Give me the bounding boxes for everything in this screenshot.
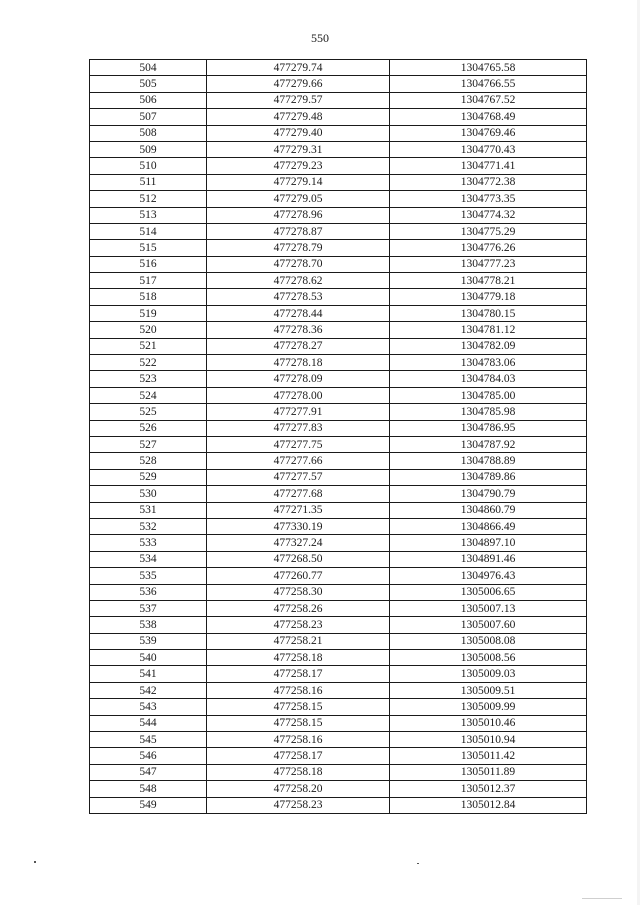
table-row	[90, 715, 587, 731]
x-coordinate-cell: 477258.18	[207, 650, 390, 666]
y-coordinate-cell: 1304785.98	[390, 404, 587, 420]
table-row	[90, 436, 587, 452]
y-coordinate-cell: 1304976.43	[390, 568, 587, 584]
x-coordinate-cell: 477258.15	[207, 699, 390, 715]
y-coordinate-cell: 1304774.32	[390, 207, 587, 223]
x-coordinate-cell: 477279.31	[207, 141, 390, 157]
point-number-cell: 511	[90, 174, 207, 190]
point-number-cell: 547	[90, 764, 207, 780]
table-row	[90, 338, 587, 354]
table-row	[90, 682, 587, 698]
x-coordinate-cell: 477258.26	[207, 600, 390, 616]
point-number-cell: 537	[90, 600, 207, 616]
point-number-cell: 519	[90, 305, 207, 321]
point-number-cell: 526	[90, 420, 207, 436]
y-coordinate-cell: 1304788.89	[390, 453, 587, 469]
point-number-cell: 534	[90, 551, 207, 567]
point-number-cell: 549	[90, 797, 207, 813]
table-row	[90, 125, 587, 141]
x-coordinate-cell: 477278.00	[207, 387, 390, 403]
x-coordinate-cell: 477279.23	[207, 158, 390, 174]
y-coordinate-cell: 1304768.49	[390, 109, 587, 125]
x-coordinate-cell: 477258.17	[207, 748, 390, 764]
y-coordinate-cell: 1304789.86	[390, 469, 587, 485]
y-coordinate-cell: 1305012.37	[390, 781, 587, 797]
y-coordinate-cell: 1305010.94	[390, 732, 587, 748]
table-row	[90, 109, 587, 125]
y-coordinate-cell: 1304778.21	[390, 273, 587, 289]
table-row	[90, 633, 587, 649]
point-number-cell: 525	[90, 404, 207, 420]
point-number-cell: 536	[90, 584, 207, 600]
point-number-cell: 541	[90, 666, 207, 682]
y-coordinate-cell: 1304771.41	[390, 158, 587, 174]
y-coordinate-cell: 1304866.49	[390, 518, 587, 534]
x-coordinate-cell: 477278.79	[207, 240, 390, 256]
point-number-cell: 514	[90, 223, 207, 239]
x-coordinate-cell: 477277.75	[207, 436, 390, 452]
x-coordinate-cell: 477278.87	[207, 223, 390, 239]
y-coordinate-cell: 1304891.46	[390, 551, 587, 567]
point-number-cell: 533	[90, 535, 207, 551]
point-number-cell: 535	[90, 568, 207, 584]
x-coordinate-cell: 477277.68	[207, 486, 390, 502]
table-row	[90, 551, 587, 567]
point-number-cell: 544	[90, 715, 207, 731]
table-row	[90, 371, 587, 387]
y-coordinate-cell: 1305009.99	[390, 699, 587, 715]
point-number-cell: 523	[90, 371, 207, 387]
table-row	[90, 60, 587, 76]
table-row	[90, 207, 587, 223]
scan-speck	[417, 863, 419, 864]
y-coordinate-cell: 1304769.46	[390, 125, 587, 141]
scan-edge-line	[582, 898, 622, 899]
coordinates-table-body	[90, 60, 587, 814]
x-coordinate-cell: 477277.57	[207, 469, 390, 485]
point-number-cell: 540	[90, 650, 207, 666]
x-coordinate-cell: 477278.27	[207, 338, 390, 354]
y-coordinate-cell: 1304785.00	[390, 387, 587, 403]
table-row	[90, 617, 587, 633]
table-row	[90, 191, 587, 207]
x-coordinate-cell: 477258.16	[207, 682, 390, 698]
point-number-cell: 517	[90, 273, 207, 289]
table-row	[90, 273, 587, 289]
table-row	[90, 764, 587, 780]
table-row	[90, 584, 587, 600]
table-row	[90, 453, 587, 469]
point-number-cell: 506	[90, 92, 207, 108]
table-row	[90, 469, 587, 485]
table-row	[90, 322, 587, 338]
table-row	[90, 305, 587, 321]
point-number-cell: 509	[90, 141, 207, 157]
point-number-cell: 505	[90, 76, 207, 92]
table-row	[90, 732, 587, 748]
x-coordinate-cell: 477268.50	[207, 551, 390, 567]
table-row	[90, 404, 587, 420]
y-coordinate-cell: 1304787.92	[390, 436, 587, 452]
x-coordinate-cell: 477260.77	[207, 568, 390, 584]
point-number-cell: 508	[90, 125, 207, 141]
y-coordinate-cell: 1304786.95	[390, 420, 587, 436]
y-coordinate-cell: 1304783.06	[390, 355, 587, 371]
x-coordinate-cell: 477277.66	[207, 453, 390, 469]
point-number-cell: 532	[90, 518, 207, 534]
table-row	[90, 141, 587, 157]
y-coordinate-cell: 1305007.13	[390, 600, 587, 616]
y-coordinate-cell: 1304776.26	[390, 240, 587, 256]
y-coordinate-cell: 1304780.15	[390, 305, 587, 321]
table-row	[90, 289, 587, 305]
table-row	[90, 223, 587, 239]
table-row	[90, 158, 587, 174]
y-coordinate-cell: 1304765.58	[390, 60, 587, 76]
table-row	[90, 518, 587, 534]
table-row	[90, 92, 587, 108]
table-row	[90, 76, 587, 92]
table-row	[90, 174, 587, 190]
x-coordinate-cell: 477279.14	[207, 174, 390, 190]
x-coordinate-cell: 477279.05	[207, 191, 390, 207]
x-coordinate-cell: 477278.96	[207, 207, 390, 223]
table-row	[90, 781, 587, 797]
point-number-cell: 524	[90, 387, 207, 403]
x-coordinate-cell: 477279.40	[207, 125, 390, 141]
x-coordinate-cell: 477271.35	[207, 502, 390, 518]
point-number-cell: 510	[90, 158, 207, 174]
point-number-cell: 530	[90, 486, 207, 502]
point-number-cell: 504	[90, 60, 207, 76]
x-coordinate-cell: 477279.74	[207, 60, 390, 76]
x-coordinate-cell: 477258.16	[207, 732, 390, 748]
point-number-cell: 531	[90, 502, 207, 518]
point-number-cell: 527	[90, 436, 207, 452]
table-row	[90, 600, 587, 616]
y-coordinate-cell: 1304772.38	[390, 174, 587, 190]
table-row	[90, 256, 587, 272]
x-coordinate-cell: 477258.20	[207, 781, 390, 797]
x-coordinate-cell: 477330.19	[207, 518, 390, 534]
y-coordinate-cell: 1305010.46	[390, 715, 587, 731]
point-number-cell: 548	[90, 781, 207, 797]
x-coordinate-cell: 477258.23	[207, 617, 390, 633]
point-number-cell: 512	[90, 191, 207, 207]
x-coordinate-cell: 477258.21	[207, 633, 390, 649]
y-coordinate-cell: 1304790.79	[390, 486, 587, 502]
x-coordinate-cell: 477279.48	[207, 109, 390, 125]
x-coordinate-cell: 477279.57	[207, 92, 390, 108]
y-coordinate-cell: 1304773.35	[390, 191, 587, 207]
y-coordinate-cell: 1304897.10	[390, 535, 587, 551]
y-coordinate-cell: 1304860.79	[390, 502, 587, 518]
y-coordinate-cell: 1304767.52	[390, 92, 587, 108]
table-row	[90, 797, 587, 813]
y-coordinate-cell: 1305008.08	[390, 633, 587, 649]
point-number-cell: 518	[90, 289, 207, 305]
y-coordinate-cell: 1305007.60	[390, 617, 587, 633]
x-coordinate-cell: 477327.24	[207, 535, 390, 551]
point-number-cell: 516	[90, 256, 207, 272]
y-coordinate-cell: 1305006.65	[390, 584, 587, 600]
y-coordinate-cell: 1305011.89	[390, 764, 587, 780]
table-row	[90, 748, 587, 764]
x-coordinate-cell: 477277.91	[207, 404, 390, 420]
point-number-cell: 545	[90, 732, 207, 748]
x-coordinate-cell: 477258.23	[207, 797, 390, 813]
x-coordinate-cell: 477258.17	[207, 666, 390, 682]
y-coordinate-cell: 1305009.51	[390, 682, 587, 698]
coordinates-table	[89, 59, 587, 814]
point-number-cell: 521	[90, 338, 207, 354]
y-coordinate-cell: 1305012.84	[390, 797, 587, 813]
y-coordinate-cell: 1304779.18	[390, 289, 587, 305]
x-coordinate-cell: 477278.70	[207, 256, 390, 272]
x-coordinate-cell: 477278.18	[207, 355, 390, 371]
table-row	[90, 650, 587, 666]
x-coordinate-cell: 477277.83	[207, 420, 390, 436]
page-number: 550	[311, 31, 329, 45]
y-coordinate-cell: 1304775.29	[390, 223, 587, 239]
table-row	[90, 355, 587, 371]
point-number-cell: 507	[90, 109, 207, 125]
x-coordinate-cell: 477278.62	[207, 273, 390, 289]
x-coordinate-cell: 477258.15	[207, 715, 390, 731]
x-coordinate-cell: 477278.53	[207, 289, 390, 305]
point-number-cell: 543	[90, 699, 207, 715]
point-number-cell: 539	[90, 633, 207, 649]
table-row	[90, 486, 587, 502]
point-number-cell: 546	[90, 748, 207, 764]
table-row	[90, 387, 587, 403]
point-number-cell: 542	[90, 682, 207, 698]
y-coordinate-cell: 1305009.03	[390, 666, 587, 682]
scan-speck	[34, 861, 36, 863]
y-coordinate-cell: 1304766.55	[390, 76, 587, 92]
y-coordinate-cell: 1304770.43	[390, 141, 587, 157]
point-number-cell: 538	[90, 617, 207, 633]
table-row	[90, 420, 587, 436]
point-number-cell: 515	[90, 240, 207, 256]
y-coordinate-cell: 1304784.03	[390, 371, 587, 387]
point-number-cell: 522	[90, 355, 207, 371]
x-coordinate-cell: 477278.09	[207, 371, 390, 387]
point-number-cell: 520	[90, 322, 207, 338]
point-number-cell: 529	[90, 469, 207, 485]
x-coordinate-cell: 477278.36	[207, 322, 390, 338]
y-coordinate-cell: 1305008.56	[390, 650, 587, 666]
y-coordinate-cell: 1304777.23	[390, 256, 587, 272]
point-number-cell: 528	[90, 453, 207, 469]
x-coordinate-cell: 477279.66	[207, 76, 390, 92]
table-row	[90, 502, 587, 518]
x-coordinate-cell: 477258.18	[207, 764, 390, 780]
table-row	[90, 535, 587, 551]
x-coordinate-cell: 477258.30	[207, 584, 390, 600]
x-coordinate-cell: 477278.44	[207, 305, 390, 321]
table-row	[90, 666, 587, 682]
y-coordinate-cell: 1304781.12	[390, 322, 587, 338]
point-number-cell: 513	[90, 207, 207, 223]
y-coordinate-cell: 1305011.42	[390, 748, 587, 764]
table-row	[90, 699, 587, 715]
table-row	[90, 568, 587, 584]
y-coordinate-cell: 1304782.09	[390, 338, 587, 354]
table-row	[90, 240, 587, 256]
